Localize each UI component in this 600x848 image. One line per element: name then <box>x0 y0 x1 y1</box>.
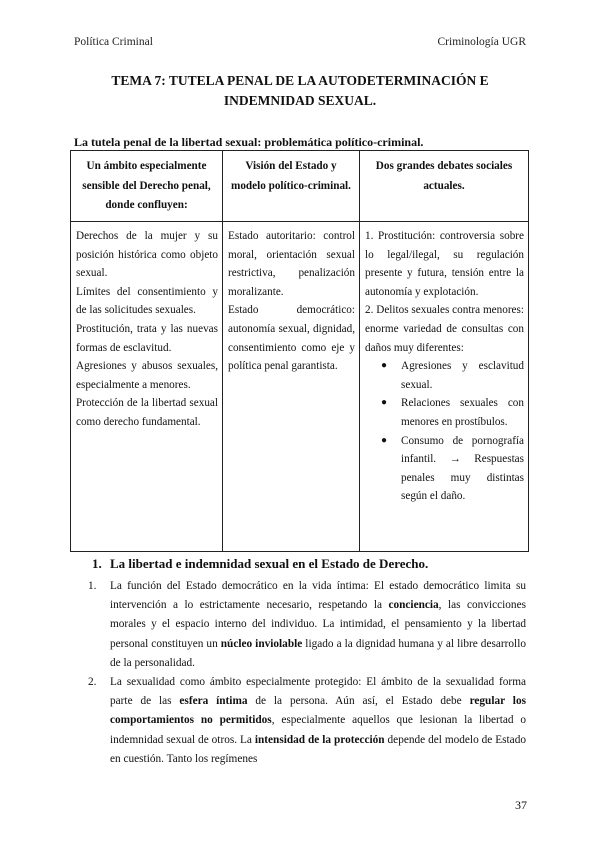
list-item: Derechos de la mujer y su posición histórica como objeto sexual. <box>76 230 218 280</box>
list-item: 2. Delitos sexuales contra menores: enorme variedad de consultas con daños muy diferentes: <box>365 304 524 354</box>
list-item: Prostitución, trata y las nuevas formas de esclavitud. <box>76 322 218 354</box>
table-header-row <box>71 151 529 222</box>
table-row <box>71 222 529 552</box>
paragraph-text: ligado a la dignidad humana y al libre desarrollo de la personalidad. <box>110 637 526 669</box>
bullet-text: Agresiones y esclavitud sexual. <box>401 360 524 391</box>
list-item: Protección de la libertad sexual como derecho fundamental. <box>76 397 218 428</box>
section-heading <box>92 556 428 572</box>
paragraph-text: La función del Estado democrático en la vida íntima: El estado democrático limita su intervención a lo estrictamente necesario, respetando la <box>110 580 526 612</box>
table-cell-col3 <box>360 222 529 552</box>
bullet-icon: ● <box>381 360 388 372</box>
bold-term: intensidad de la protección <box>254 733 385 746</box>
bullet-icon: ● <box>381 397 388 409</box>
bold-term: esfera íntima <box>179 695 248 708</box>
section-title: La libertad e indemnidad sexual en el Estado de Derecho. <box>110 556 429 571</box>
list-item: Límites del consentimiento y de las solicitudes sexuales. <box>76 285 218 317</box>
paragraph-1 <box>88 577 526 673</box>
bullet-item <box>381 432 524 506</box>
bold-term: núcleo inviolable <box>220 637 303 650</box>
table-header-cell: Dos grandes debates sociales actuales. <box>360 151 529 222</box>
page-title: TEMA 7: TUTELA PENAL DE LA AUTODETERMINACIÓN E INDEMNIDAD SEXUAL. <box>111 73 489 108</box>
table-cell-col1 <box>71 222 223 552</box>
header-right: Criminología UGR <box>437 36 526 48</box>
paragraph-text: La sexualidad como ámbito especialmente protegido: El ámbito de la sexualidad forma parte de las <box>110 676 526 708</box>
table-caption: La tutela penal de la libertad sexual: problemática político-criminal. <box>74 135 424 149</box>
paragraph-number: 1. <box>88 580 97 592</box>
paragraph-text: , especialmente aquellos que lesionan la libertad o indemnidad sexual de otros. La <box>110 714 527 746</box>
paragraph-text: depende del modelo de Estado en cuestión. Tanto los regímenes <box>110 733 526 765</box>
bold-term: conciencia <box>388 599 439 612</box>
bullet-text: Consumo de pornografía infantil. → Respuestas penales muy distintas según el daño. <box>401 434 524 503</box>
paragraph-number: 2. <box>88 676 97 688</box>
section-number: 1. <box>92 556 102 571</box>
table-header-cell: Un ámbito especialmente sensible del Derecho penal, donde confluyen: <box>71 151 223 222</box>
paragraph-text: , las convicciones morales y el espacio interno del individuo. La intimidad, el pensamiento y la libertad personal constituyen un <box>110 599 526 650</box>
table-header-cell: Visión del Estado y modelo político-criminal. <box>223 151 360 222</box>
bullet-item <box>381 394 524 431</box>
table-cell-col2 <box>223 222 360 552</box>
page-number: 37 <box>515 798 527 812</box>
summary-table <box>70 150 529 552</box>
bullet-icon: ● <box>381 434 388 446</box>
bullet-text: Relaciones sexuales con menores en prostíbulos. <box>401 397 524 428</box>
bullet-item <box>381 357 524 394</box>
list-item: 1. Prostitución: controversia sobre lo legal/ilegal, su regulación presente y futura, tensión entre la autonomía y explotación. <box>365 230 524 298</box>
list-item: Agresiones y abusos sexuales, especialmente a menores. <box>76 360 218 391</box>
paragraph-2 <box>88 673 527 769</box>
paragraph-text: de la persona. Aún así, el Estado debe <box>247 695 470 708</box>
bullet-list <box>365 357 524 506</box>
list-item: Estado democrático: autonomía sexual, dignidad, consentimiento como eje y política penal garantista. <box>228 304 355 373</box>
bold-term: regular los comportamientos no permitidos <box>110 695 526 727</box>
header-left: Política Criminal <box>74 36 153 48</box>
list-item: Estado autoritario: control moral, orientación sexual restrictiva, penalización moralizante. <box>228 230 355 298</box>
